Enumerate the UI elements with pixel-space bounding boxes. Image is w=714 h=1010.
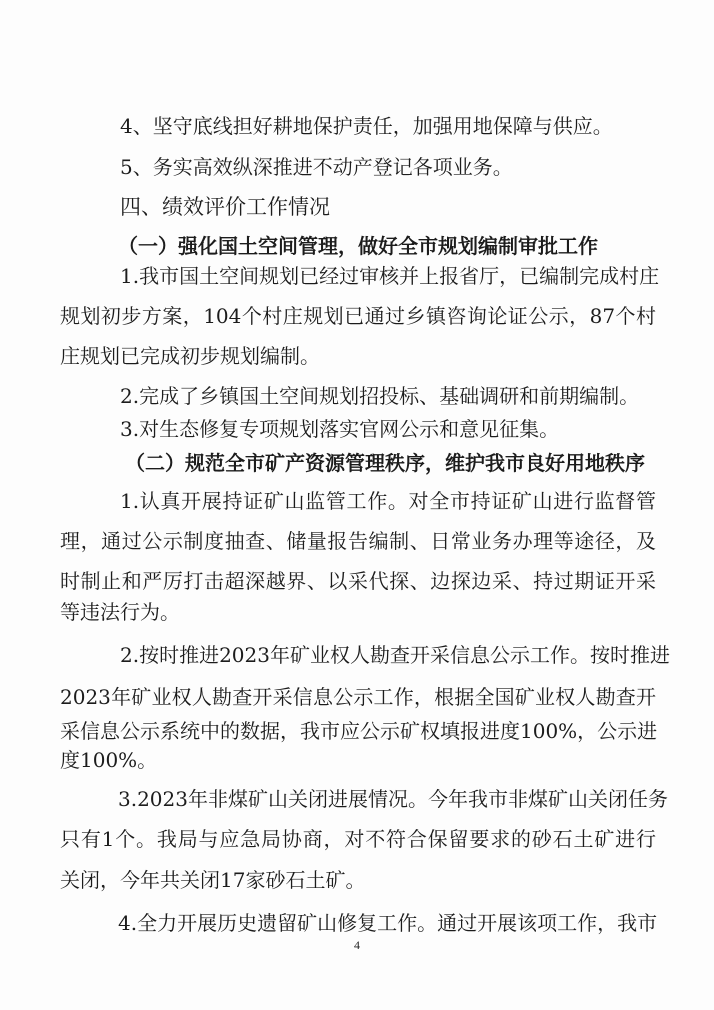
page-number: 4 [354,938,360,952]
paragraph-4-line-4: 等违法行为。 [60,600,180,624]
paragraph-1-line-2: 规划初步方案，104个村庄规划已通过乡镇咨询论证公示，87个村 [60,304,656,328]
paragraph-6-line-3: 关闭，今年共关闭17家砂石土矿。 [60,868,366,892]
paragraph-5-line-3: 采信息公示系统中的数据，我市应公示矿权填报进度100%，公示进 [60,719,658,743]
paragraph-5-line-4: 度100%。 [60,748,158,772]
paragraph-2: 2.完成了乡镇国土空间规划招投标、基础调研和前期编制。 [120,384,640,408]
paragraph-5-line-1: 2.按时推进2023年矿业权人勘查开采信息公示工作。按时推进 [120,643,670,667]
section-heading-4: 四、绩效评价工作情况 [120,195,330,219]
paragraph-5-line-2: 2023年矿业权人勘查开采信息公示工作，根据全国矿业权人勘查开 [60,685,656,709]
paragraph-4-line-3: 时制止和严厉打击超深越界、以采代探、边探边采、持过期证开采 [60,569,656,593]
subsection-heading-1: （一）强化国土空间管理，做好全市规划编制审批工作 [118,234,598,258]
subsection-heading-2: （二）规范全市矿产资源管理秩序，维护我市良好用地秩序 [125,451,645,475]
paragraph-4-line-2: 理，通过公示制度抽查、储量报告编制、日常业务办理等途径，及 [60,529,656,553]
item-5-registration: 5、务实高效纵深推进不动产登记各项业务。 [120,155,513,179]
paragraph-6-line-2: 只有1个。我局与应急局协商，对不符合保留要求的砂石土矿进行 [60,827,656,851]
item-4-farmland: 4、坚守底线担好耕地保护责任，加强用地保障与供应。 [120,114,613,138]
paragraph-3: 3.对生态修复专项规划落实官网公示和意见征集。 [120,417,560,441]
paragraph-7-line-1: 4.全力开展历史遗留矿山修复工作。通过开展该项工作，我市 [118,911,658,935]
paragraph-4-line-1: 1.认真开展持证矿山监管工作。对全市持证矿山进行监督管 [120,489,656,513]
paragraph-1-line-3: 庄规划已完成初步规划编制。 [60,344,320,368]
paragraph-1-line-1: 1.我市国土空间规划已经过审核并上报省厅，已编制完成村庄 [120,264,660,288]
paragraph-6-line-1: 3.2023年非煤矿山关闭进展情况。今年我市非煤矿山关闭任务 [118,787,668,811]
